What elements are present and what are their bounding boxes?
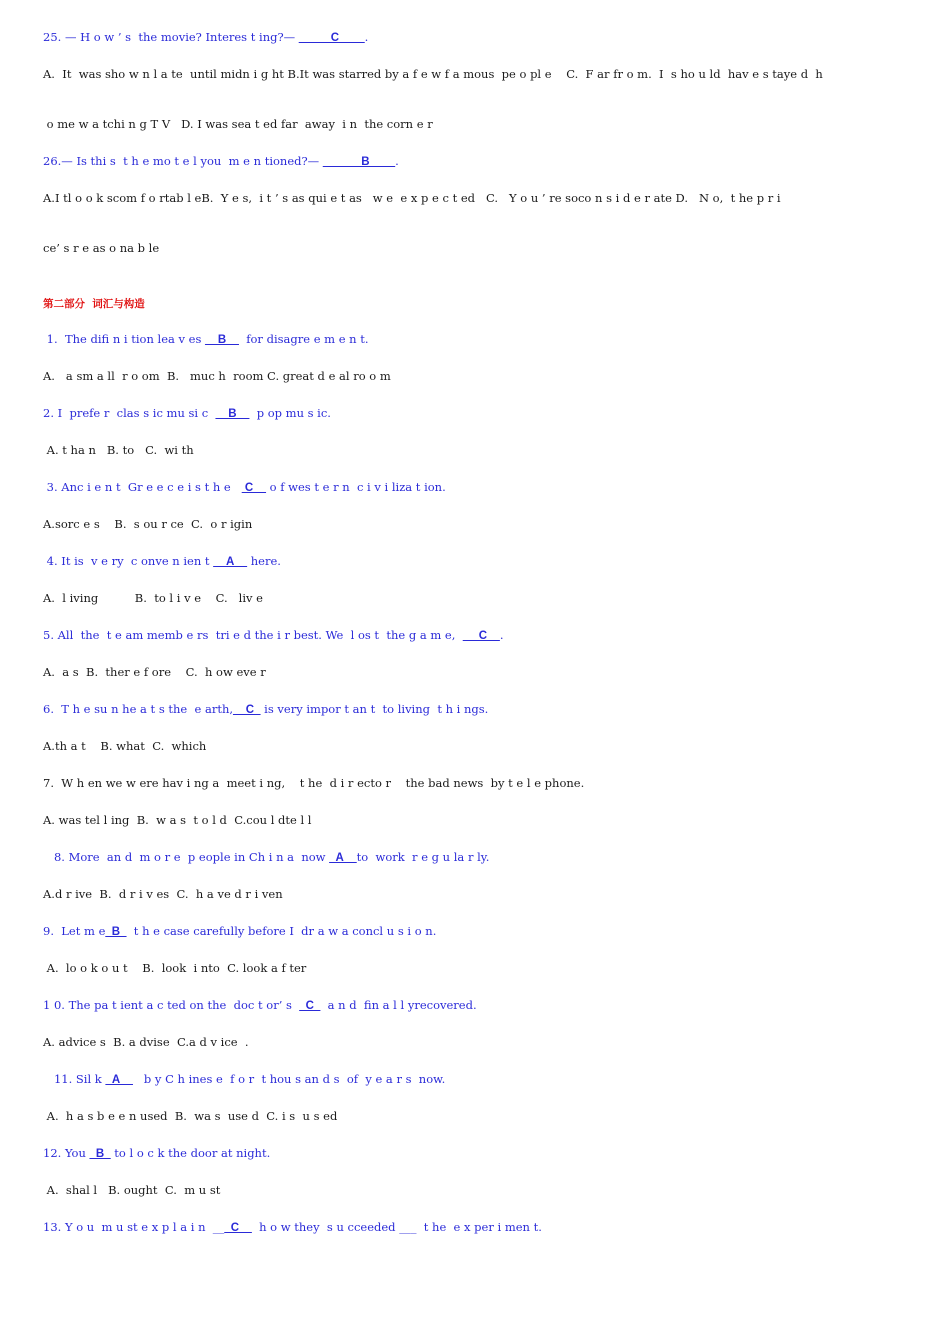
- answer-blank: __C__: [462, 630, 500, 642]
- question-text-tail: o f wes t e r n c i v i liza t ion.: [266, 480, 446, 494]
- answer-blank-26: ______B____: [322, 156, 396, 168]
- answer-blank: _C_: [299, 1000, 321, 1012]
- question-text: 4. It is v e ry c onve n ien t: [43, 554, 214, 568]
- options-26-line2: ce’ s r e as o na b le: [43, 241, 160, 255]
- question-text: 8. More an d m o r e p eople in Ch i n a now: [43, 850, 330, 864]
- question-text-tail: a n d fin a l l yrecovered.: [320, 998, 477, 1012]
- answer-options: A.th a t B. what C. which: [43, 739, 207, 753]
- section-heading: 第二部分 词汇与构造: [43, 298, 145, 310]
- question-text-tail: to l o c k the door at night.: [110, 1146, 271, 1160]
- answer-options: A. advice s B. a dvise C.a d v ice .: [43, 1035, 249, 1049]
- question-26: 26.— Is thi s t h e mo t e l you m e n tioned?— ______B____.: [43, 154, 399, 168]
- options-26-line1: A.I tl o o k scom f o rtab l eB. Y e s, i t ’ s as qui e t as w e e x p e c t ed C. Y o u ’ re soco n s i d e r ate D. N o, t he p r i: [43, 191, 781, 205]
- question-text: 2. I prefe r clas s ic mu si c: [43, 406, 216, 420]
- question-text: 7. W h en we w ere hav i ng a meet i ng, t he d i r ecto r the bad news by t e l e phone.: [43, 776, 585, 790]
- question-text-tail: b y C h ines e f o r t hou s an d s of y e a r s now.: [132, 1072, 446, 1086]
- answer-blank: __A__: [213, 556, 248, 568]
- vocab-question: [43, 997, 477, 1014]
- vocab-question: [43, 553, 281, 570]
- vocab-question: [43, 627, 503, 644]
- vocab-question: [43, 775, 584, 791]
- question-text: 13. Y o u m u st e x p l a i n __: [43, 1220, 225, 1234]
- answer-options: A.d r ive B. d r i v es C. h a ve d r i ven: [43, 887, 283, 901]
- question-text: 6. T h e su n he a t s the e arth,: [43, 702, 234, 716]
- question-text-tail: for disagre e m e n t.: [238, 332, 369, 346]
- answer-blank: _C__: [224, 1222, 252, 1234]
- answer-blank: __C_: [233, 704, 261, 716]
- answer-options: A. l iving B. to l i v e C. liv e: [43, 591, 263, 605]
- answer-blank-25: _____C____: [298, 32, 365, 44]
- options-25-line1: A. It was sho w n l a te until midn i g ht B.It was starred by a f e w f a mous pe o pl e C. F ar fr o m. I s ho u ld hav e s taye d h: [43, 67, 823, 81]
- question-text-tail: .: [499, 628, 504, 642]
- vocab-question: [43, 701, 488, 718]
- answer-options: A. t ha n B. to C. wi th: [43, 443, 194, 457]
- question-text-tail: t h e case carefully before I dr a w a concl u s i o n.: [126, 924, 437, 938]
- answer-blank: _B_: [105, 926, 127, 938]
- question-text: 12. You: [43, 1146, 90, 1160]
- answer-options: A. a sm a ll r o om B. muc h room C. great d e al ro o m: [43, 369, 391, 383]
- answer-blank: _B_: [89, 1148, 111, 1160]
- question-text: 1 0. The pa t ient a c ted on the doc t or’ s: [43, 998, 300, 1012]
- answer-blank: _A__: [105, 1074, 133, 1086]
- question-text-tail: here.: [247, 554, 281, 568]
- answer-options: A. h a s b e e n used B. wa s use d C. i s u s ed: [43, 1109, 338, 1123]
- question-text-tail: to work r e g u la r ly.: [356, 850, 490, 864]
- answer-blank: _A__: [329, 852, 357, 864]
- vocab-question: [43, 1219, 542, 1236]
- answer-blank: __B__: [205, 334, 239, 346]
- vocab-question: [43, 1071, 445, 1088]
- question-text-tail: h o w they s u cceeded ___ t he e x per i men t.: [251, 1220, 542, 1234]
- vocab-question: [43, 923, 436, 940]
- vocab-question: [43, 331, 369, 348]
- question-text: 9. Let m e: [43, 924, 106, 938]
- question-text-tail: p op mu s ic.: [249, 406, 331, 420]
- question-25: 25. — H o w ’ s the movie? Interes t ing?— _____C____.: [43, 30, 369, 44]
- vocab-question: [43, 1145, 270, 1162]
- vocab-question: [43, 849, 489, 866]
- vocab-question: [43, 405, 331, 422]
- answer-blank: C__: [241, 482, 266, 494]
- question-text: 1. The difi n i tion lea v es: [43, 332, 206, 346]
- answer-options: A. shal l B. ought C. m u st: [43, 1183, 221, 1197]
- question-text: 11. Sil k: [43, 1072, 106, 1086]
- answer-options: A. was tel l ing B. w a s t o l d C.cou l dte l l: [43, 813, 312, 827]
- question-text-tail: is very impor t an t to living t h i ngs.: [260, 702, 489, 716]
- answer-options: A. lo o k o u t B. look i nto C. look a f ter: [43, 961, 307, 975]
- answer-blank: __B__: [215, 408, 250, 420]
- options-25-line2: o me w a tchi n g T V D. I was sea t ed far away i n the corn e r: [43, 117, 433, 131]
- answer-options: A.sorc e s B. s ou r ce C. o r igin: [43, 517, 253, 531]
- answer-options: A. a s B. ther e f ore C. h ow eve r: [43, 665, 266, 679]
- vocab-question: [43, 479, 446, 496]
- question-text: 5. All the t e am memb e rs tri e d the i r best. We l os t the g a m e,: [43, 628, 463, 642]
- question-text: 3. Anc i e n t Gr e e c e i s t h e: [43, 480, 242, 494]
